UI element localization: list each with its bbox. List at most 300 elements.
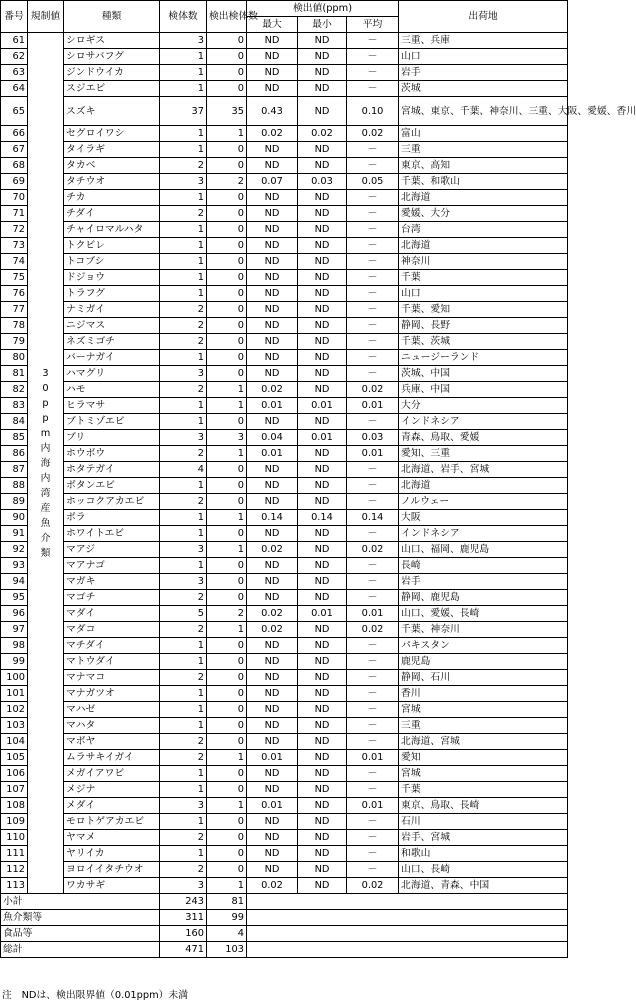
row-avg: 0.02 (347, 126, 399, 142)
row-avg: 0.03 (347, 430, 399, 446)
table-row (1, 542, 568, 558)
row-detected: 1 (207, 878, 247, 894)
row-detected: 0 (207, 366, 247, 382)
row-no: 85 (1, 430, 28, 446)
row-detected: 1 (207, 798, 247, 814)
row-origin: 石川 (399, 814, 568, 830)
regulation-value: 3 0 p p m 内 海 内 湾 産 魚 介 類 (28, 33, 64, 894)
table-row (1, 638, 568, 654)
row-origin: 山口、愛媛、長崎 (399, 606, 568, 622)
row-min: 0.01 (298, 606, 347, 622)
row-min: ND (298, 158, 347, 174)
total-blank (247, 910, 568, 926)
total-detected: 99 (207, 910, 247, 926)
row-count: 1 (160, 222, 207, 238)
row-min: ND (298, 542, 347, 558)
row-avg: － (347, 478, 399, 494)
row-avg: 0.02 (347, 878, 399, 894)
row-count: 1 (160, 702, 207, 718)
row-count: 1 (160, 782, 207, 798)
table-row (1, 574, 568, 590)
row-kind: マボヤ (64, 734, 160, 750)
row-no: 102 (1, 702, 28, 718)
row-no: 76 (1, 286, 28, 302)
header-no: 番号 (1, 1, 28, 33)
row-avg: － (347, 33, 399, 49)
row-kind: マダコ (64, 622, 160, 638)
row-no: 90 (1, 510, 28, 526)
row-kind: ボラ (64, 510, 160, 526)
row-kind: ヨロイイタチウオ (64, 862, 160, 878)
total-label: 総計 (1, 942, 160, 958)
row-max: ND (247, 254, 298, 270)
row-origin: 岩手 (399, 574, 568, 590)
row-avg: － (347, 49, 399, 65)
row-avg: － (347, 334, 399, 350)
row-avg: 0.14 (347, 510, 399, 526)
row-max: 0.01 (247, 798, 298, 814)
row-origin: 茨城 (399, 81, 568, 97)
row-min: ND (298, 142, 347, 158)
row-max: ND (247, 302, 298, 318)
row-origin: 山口、長崎 (399, 862, 568, 878)
row-min: ND (298, 206, 347, 222)
row-count: 3 (160, 33, 207, 49)
row-no: 91 (1, 526, 28, 542)
table-row (1, 558, 568, 574)
row-count: 1 (160, 638, 207, 654)
row-count: 2 (160, 206, 207, 222)
row-avg: － (347, 65, 399, 81)
row-no: 100 (1, 670, 28, 686)
row-count: 1 (160, 510, 207, 526)
row-kind: トクビレ (64, 238, 160, 254)
row-no: 77 (1, 302, 28, 318)
row-min: 0.03 (298, 174, 347, 190)
row-origin: 静岡、鹿児島 (399, 590, 568, 606)
table-row (1, 97, 568, 126)
row-min: ND (298, 702, 347, 718)
table-row (1, 174, 568, 190)
row-count: 3 (160, 366, 207, 382)
row-kind: マトウダイ (64, 654, 160, 670)
row-no: 88 (1, 478, 28, 494)
row-detected: 0 (207, 302, 247, 318)
row-avg: － (347, 526, 399, 542)
row-kind: タイラギ (64, 142, 160, 158)
row-origin: 山口 (399, 286, 568, 302)
table-row (1, 49, 568, 65)
row-detected: 0 (207, 158, 247, 174)
table-row (1, 878, 568, 894)
table-row (1, 350, 568, 366)
row-no: 74 (1, 254, 28, 270)
row-no: 105 (1, 750, 28, 766)
row-detected: 1 (207, 126, 247, 142)
total-count: 471 (160, 942, 207, 958)
row-avg: － (347, 718, 399, 734)
row-max: ND (247, 33, 298, 49)
row-min: ND (298, 446, 347, 462)
row-max: ND (247, 238, 298, 254)
total-label: 魚介類等 (1, 910, 160, 926)
row-detected: 0 (207, 814, 247, 830)
row-count: 4 (160, 462, 207, 478)
row-min: ND (298, 622, 347, 638)
row-detected: 0 (207, 270, 247, 286)
row-max: ND (247, 318, 298, 334)
row-kind: ホウボウ (64, 446, 160, 462)
row-max: 0.04 (247, 430, 298, 446)
table-row (1, 382, 568, 398)
row-detected: 0 (207, 670, 247, 686)
row-detected: 0 (207, 254, 247, 270)
table-row (1, 606, 568, 622)
row-avg: 0.05 (347, 174, 399, 190)
row-kind: トラフグ (64, 286, 160, 302)
row-no: 86 (1, 446, 28, 462)
row-detected: 0 (207, 462, 247, 478)
row-kind: ナミガイ (64, 302, 160, 318)
row-detected: 0 (207, 49, 247, 65)
row-no: 82 (1, 382, 28, 398)
row-origin: 青森、鳥取、愛媛 (399, 430, 568, 446)
row-max: ND (247, 49, 298, 65)
row-origin: 北海道、宮城 (399, 734, 568, 750)
row-kind: ハモ (64, 382, 160, 398)
row-count: 2 (160, 382, 207, 398)
row-max: 0.02 (247, 542, 298, 558)
row-origin: 千葉、茨城 (399, 334, 568, 350)
row-count: 3 (160, 430, 207, 446)
row-detected: 1 (207, 382, 247, 398)
row-no: 94 (1, 574, 28, 590)
row-no: 73 (1, 238, 28, 254)
row-max: ND (247, 574, 298, 590)
row-count: 2 (160, 318, 207, 334)
row-count: 3 (160, 798, 207, 814)
header-max: 最大 (247, 17, 298, 33)
row-kind: マダイ (64, 606, 160, 622)
row-max: ND (247, 846, 298, 862)
row-max: ND (247, 366, 298, 382)
row-min: 0.14 (298, 510, 347, 526)
row-avg: 0.10 (347, 97, 399, 126)
row-origin: 三重、兵庫 (399, 33, 568, 49)
row-count: 2 (160, 670, 207, 686)
row-avg: － (347, 814, 399, 830)
row-count: 2 (160, 622, 207, 638)
total-count: 160 (160, 926, 207, 942)
row-origin: 宮城 (399, 766, 568, 782)
row-min: ND (298, 814, 347, 830)
row-max: ND (247, 65, 298, 81)
row-max: ND (247, 702, 298, 718)
row-min: ND (298, 366, 347, 382)
row-no: 111 (1, 846, 28, 862)
row-min: ND (298, 766, 347, 782)
row-origin: 山口 (399, 49, 568, 65)
table-row (1, 158, 568, 174)
row-avg: － (347, 654, 399, 670)
row-detected: 0 (207, 654, 247, 670)
row-kind: マアジ (64, 542, 160, 558)
row-no: 96 (1, 606, 28, 622)
row-max: 0.01 (247, 398, 298, 414)
row-count: 1 (160, 478, 207, 494)
row-max: ND (247, 462, 298, 478)
row-no: 109 (1, 814, 28, 830)
header-avg: 平均 (347, 17, 399, 33)
table-row (1, 702, 568, 718)
row-detected: 0 (207, 718, 247, 734)
row-kind: ヤマメ (64, 830, 160, 846)
row-min: ND (298, 350, 347, 366)
row-detected: 0 (207, 862, 247, 878)
row-kind: セグロイワシ (64, 126, 160, 142)
row-kind: ホッコクアカエビ (64, 494, 160, 510)
row-min: ND (298, 254, 347, 270)
row-detected: 35 (207, 97, 247, 126)
row-max: 0.01 (247, 446, 298, 462)
row-max: ND (247, 526, 298, 542)
total-count: 243 (160, 894, 207, 910)
row-count: 1 (160, 350, 207, 366)
table-row (1, 286, 568, 302)
table-row (1, 622, 568, 638)
row-count: 3 (160, 878, 207, 894)
row-avg: － (347, 350, 399, 366)
total-detected: 103 (207, 942, 247, 958)
row-count: 1 (160, 286, 207, 302)
row-max: 0.43 (247, 97, 298, 126)
row-count: 2 (160, 302, 207, 318)
total-label: 食品等 (1, 926, 160, 942)
row-max: ND (247, 830, 298, 846)
row-no: 78 (1, 318, 28, 334)
row-count: 1 (160, 142, 207, 158)
row-origin: 愛媛、大分 (399, 206, 568, 222)
row-max: ND (247, 494, 298, 510)
row-count: 1 (160, 398, 207, 414)
row-min: ND (298, 97, 347, 126)
table-row (1, 798, 568, 814)
row-origin: 宮城、東京、千葉、神奈川、三重、大阪、愛媛、香川 (399, 97, 568, 126)
row-no: 99 (1, 654, 28, 670)
row-count: 3 (160, 542, 207, 558)
row-min: ND (298, 718, 347, 734)
row-detected: 1 (207, 510, 247, 526)
row-no: 110 (1, 830, 28, 846)
row-no: 93 (1, 558, 28, 574)
row-no: 79 (1, 334, 28, 350)
row-count: 1 (160, 65, 207, 81)
row-no: 101 (1, 686, 28, 702)
row-origin: 静岡、長野 (399, 318, 568, 334)
row-avg: － (347, 494, 399, 510)
total-row (1, 894, 568, 910)
row-count: 2 (160, 830, 207, 846)
row-origin: 千葉、神奈川 (399, 622, 568, 638)
total-row (1, 926, 568, 942)
total-blank (247, 942, 568, 958)
row-kind: ドジョウ (64, 270, 160, 286)
row-count: 2 (160, 494, 207, 510)
row-kind: チダイ (64, 206, 160, 222)
footnote: 注 NDは、検出限界値（0.01ppm）未満 (2, 990, 189, 1001)
row-origin: 東京、鳥取、長崎 (399, 798, 568, 814)
row-max: 0.07 (247, 174, 298, 190)
table-row (1, 766, 568, 782)
table-row (1, 398, 568, 414)
row-count: 2 (160, 734, 207, 750)
row-min: ND (298, 65, 347, 81)
row-kind: ワカサギ (64, 878, 160, 894)
row-min: ND (298, 286, 347, 302)
row-kind: トコブシ (64, 254, 160, 270)
table-row (1, 510, 568, 526)
row-detected: 1 (207, 622, 247, 638)
row-kind: マチダイ (64, 638, 160, 654)
row-max: 0.02 (247, 126, 298, 142)
total-detected: 81 (207, 894, 247, 910)
row-avg: 0.01 (347, 750, 399, 766)
row-avg: － (347, 590, 399, 606)
row-kind: ニジマス (64, 318, 160, 334)
row-avg: － (347, 158, 399, 174)
row-origin: 千葉 (399, 782, 568, 798)
row-origin: 兵庫、中国 (399, 382, 568, 398)
row-kind: モロトゲアカエビ (64, 814, 160, 830)
row-detected: 0 (207, 190, 247, 206)
table-row (1, 65, 568, 81)
row-detected: 0 (207, 478, 247, 494)
table-row (1, 206, 568, 222)
row-origin: 北海道、岩手、宮城 (399, 462, 568, 478)
table-row (1, 318, 568, 334)
row-avg: － (347, 286, 399, 302)
row-no: 62 (1, 49, 28, 65)
row-origin: 大分 (399, 398, 568, 414)
table-row (1, 81, 568, 97)
row-no: 67 (1, 142, 28, 158)
row-max: ND (247, 270, 298, 286)
row-kind: ホタテガイ (64, 462, 160, 478)
row-max: 0.02 (247, 606, 298, 622)
row-kind: メダイ (64, 798, 160, 814)
table-row (1, 686, 568, 702)
header-count: 検体数 (160, 1, 207, 33)
row-no: 61 (1, 33, 28, 49)
row-kind: ヒラマサ (64, 398, 160, 414)
row-max: 0.02 (247, 622, 298, 638)
row-max: ND (247, 350, 298, 366)
row-max: ND (247, 558, 298, 574)
row-min: ND (298, 782, 347, 798)
row-avg: － (347, 318, 399, 334)
row-min: 0.01 (298, 398, 347, 414)
row-avg: － (347, 206, 399, 222)
row-avg: － (347, 414, 399, 430)
row-no: 97 (1, 622, 28, 638)
row-min: ND (298, 830, 347, 846)
row-no: 63 (1, 65, 28, 81)
row-min: ND (298, 846, 347, 862)
row-min: ND (298, 222, 347, 238)
row-min: ND (298, 558, 347, 574)
row-kind: チャイロマルハタ (64, 222, 160, 238)
row-min: ND (298, 590, 347, 606)
row-origin: 千葉 (399, 270, 568, 286)
row-kind: ホワイトエビ (64, 526, 160, 542)
table-row (1, 302, 568, 318)
row-min: ND (298, 798, 347, 814)
row-origin: 鹿児島 (399, 654, 568, 670)
row-min: ND (298, 270, 347, 286)
row-min: ND (298, 654, 347, 670)
row-avg: － (347, 830, 399, 846)
row-kind: スズキ (64, 97, 160, 126)
row-origin: 北海道 (399, 478, 568, 494)
row-detected: 0 (207, 81, 247, 97)
row-count: 2 (160, 334, 207, 350)
row-detected: 2 (207, 606, 247, 622)
row-no: 108 (1, 798, 28, 814)
row-origin: 千葉、愛知 (399, 302, 568, 318)
table-row (1, 462, 568, 478)
row-max: ND (247, 142, 298, 158)
row-count: 1 (160, 238, 207, 254)
row-max: ND (247, 862, 298, 878)
row-avg: － (347, 734, 399, 750)
row-avg: 0.02 (347, 542, 399, 558)
row-min: ND (298, 494, 347, 510)
table-row (1, 590, 568, 606)
row-detected: 0 (207, 494, 247, 510)
row-kind: ブリ (64, 430, 160, 446)
row-origin: 北海道 (399, 238, 568, 254)
row-avg: － (347, 81, 399, 97)
row-no: 89 (1, 494, 28, 510)
row-max: ND (247, 766, 298, 782)
row-origin: 静岡、石川 (399, 670, 568, 686)
row-no: 98 (1, 638, 28, 654)
table-row (1, 670, 568, 686)
row-max: ND (247, 206, 298, 222)
row-min: ND (298, 190, 347, 206)
row-avg: － (347, 190, 399, 206)
row-min: ND (298, 734, 347, 750)
row-origin: 香川 (399, 686, 568, 702)
row-detected: 0 (207, 142, 247, 158)
row-origin: 岩手、宮城 (399, 830, 568, 846)
total-label: 小計 (1, 894, 160, 910)
row-origin: 茨城、中国 (399, 366, 568, 382)
table-row (1, 814, 568, 830)
row-kind: メジナ (64, 782, 160, 798)
row-kind: タチウオ (64, 174, 160, 190)
row-min: ND (298, 302, 347, 318)
row-max: ND (247, 414, 298, 430)
total-blank (247, 926, 568, 942)
row-detected: 0 (207, 782, 247, 798)
row-kind: ジンドウイカ (64, 65, 160, 81)
row-min: ND (298, 238, 347, 254)
table-row (1, 862, 568, 878)
row-min: ND (298, 382, 347, 398)
row-detected: 0 (207, 766, 247, 782)
row-min: ND (298, 878, 347, 894)
